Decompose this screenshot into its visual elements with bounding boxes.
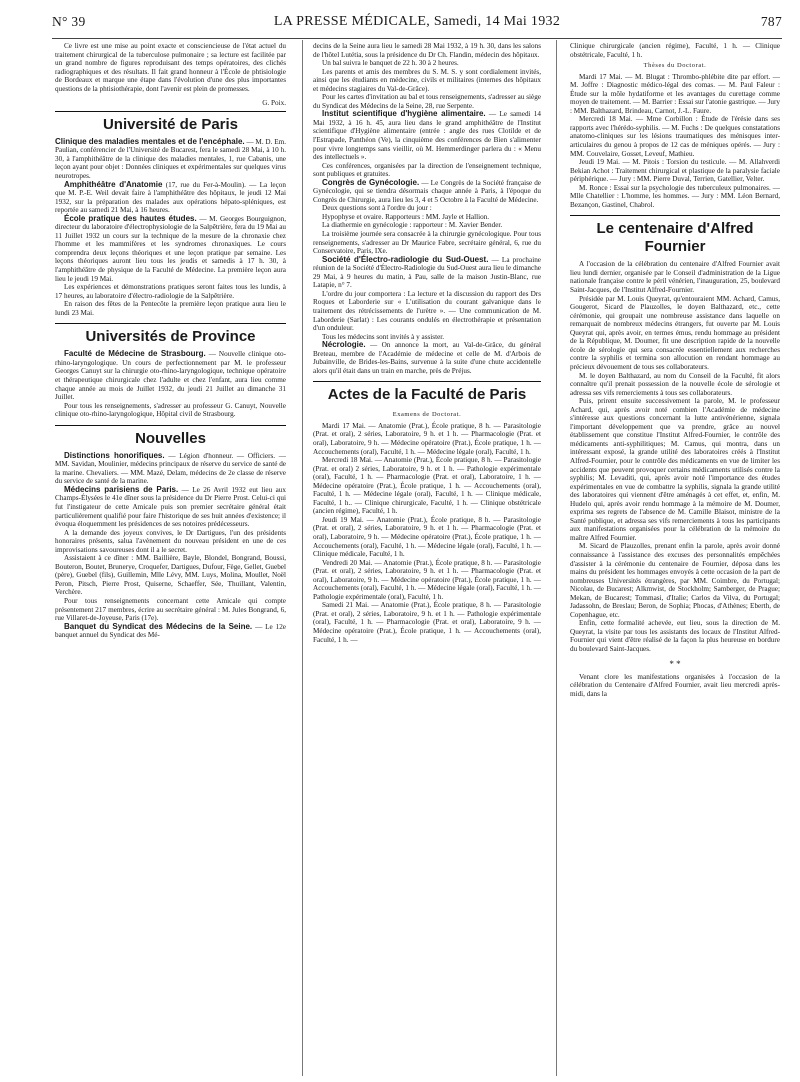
journal-title: LA PRESSE MÉDICALE, Samedi, 14 Mai 1932 bbox=[273, 14, 561, 29]
notice-title: Congrès de Gynécologie. bbox=[322, 177, 420, 187]
notice-text: Assistaient à ce dîner : MM. Baillière, Bayle, Blondel, Bongrand, Boussi, Bouteron, Boutet, Brunerye, Croquefer, Dartigues, Dufour, Fège, Gellet, Guebel (père), Guebel (fils), Guillemin, Mlle Lévy, MM. Luys, Molina, Moullet, Noël Peron, Pitsch, Pierre Prost, Quiserne, Schaeffer, Sée, Thuillant, Valentin, Verchère. bbox=[55, 554, 286, 597]
notice-text: Les parents et amis des membres du S. M. S. y sont cordialement invités, ainsi que les étudiants en médecine, civils et militaires (internes des hôpitaux et médecins stagiaires du Val-de-Grâce). bbox=[313, 67, 541, 93]
notice-text: L'ordre du jour comportera : La lecture et la discussion du rapport des Drs Roques et Laborderie sur « L'utilisation du courant galvanique dans le traitement des rétrécissements de l'urètre ». — Une communication de M. Laborderie (Sarlat) : Les courants ondulés en électrothérapie et présentation d'un onduleur. bbox=[313, 289, 541, 333]
section-heading-province: Universités de Province bbox=[85, 328, 256, 346]
notice: École pratique des hautes études. — M. Georges Bourguignon, directeur du laboratoire d'électrophysiologie de la Salpêtrière, fera du 19 Mai au 11 Juillet 1932 un cours sur la technique de la mesure de la chronaxie chez l'homme et les mammifères et les syndromes chronaxiques. Le cours comprendra deux leçons théoriques et une leçon pratique par semaine. Les leçons théoriques auront lieu tous les jeudis et samedis à 17 h. 30, à l'amphithéâtre de physique de la Faculté de Médecine. La première leçon aura lieu le jeudi 19 Mai. bbox=[55, 213, 286, 283]
article-text: Venant clore les manifestations organisées à l'occasion de la célébration du Centenaire d'Alfred Fournier, avait lieu mercredi après-midi, dans la bbox=[570, 672, 780, 698]
notice-text: Deux questions sont à l'ordre du jour : bbox=[322, 204, 432, 213]
thesis-day: Mercredi 18 Mai. — Mme Corbillon : Étude de l'érésie dans ses rapports avec l'hérédo-syphilis. — M. Fuchs : De quelques constatations anatomo-cliniques sur les lésions traumatiques des ménisques inter-articulaires du genou à propos de 12 cas de méniques opérés. — Jury : MM. Couvelaire, Gosset, Leveuf, Mathieu. bbox=[570, 115, 780, 158]
notice-title: Nécrologie. bbox=[322, 340, 366, 350]
section-ornament: * * bbox=[669, 658, 681, 669]
notice-title: Distinctions honorifiques. bbox=[64, 450, 165, 460]
exam-day: Mardi 17 Mai. — Anatomie (Prat.), École pratique, 8 h. — Parasitologie (Prat. et oral), 2 séries, Laboratoire, 9 h. et 1 h. — Pharmacologie (Prat. et oral), Laboratoire, 9 h. — Médecine opératoire (Prat.), École pratique, 1 h. — Accouchements (oral), Faculté, 1 h. — Médecine légale (oral), Faculté, 1 h. bbox=[313, 421, 541, 456]
exam-day: Mercredi 18 Mai. — Anatomie (Prat.), École pratique, 8 h. — Parasitologie (Prat. et oral) 2 séries, Laboratoire, 9 h. et 1 h. — Pathologie expérimentale (oral), Faculté, 1 h. — Pharmacologie (Prat. et oral), Laboratoire, 1 h. — Médecine opératoire (Prat.), École pratique, 1 h. — Accouchements (oral), Faculté, 1 h. — Médecine légale (oral), Faculté, 1 h. — Clinique médicale, Faculté, 1 h.. — Clinique chirurgicale, Faculté, 1 h. — Clinique obstétricale (ancien régime), Faculté, 1 h. bbox=[313, 456, 541, 516]
notice: Institut scientifique d'hygiène alimentaire. — Le samedi 14 Mai 1932, à 16 h. 45, aura lieu dans le grand amphithéâtre de l'Institut scientifique d'Hygiène alimentaire (entrée : angle des rues Clotilde et de l'Estrapade, Panthéon (Ve), la cinquième des conférences de Bien s'alimenter pour vivre longtemps sans vieillir, où M. Hemmerdinger parlera du : « Menu des intellectuels ». bbox=[313, 109, 541, 162]
notice-text: Hypophyse et ovaire. Rapporteurs : MM. Jayle et Hallion. bbox=[322, 212, 490, 221]
exam-day: Samedi 21 Mai. — Anatomie (Prat.), École pratique, 8 h. — Parasitologie (Prat. et oral), 2 séries, Laboratoire, 9 h. et 1 h. — Pathologie expérimentale (oral), Faculté, 1 h. — Pharmacologie (Prat. et oral), Laboratoire, 9 h. — Médecine opératoire (Prat.), École pratique, 1 h. — Accouchements (oral), Faculté, 1 h. — bbox=[313, 601, 541, 644]
running-header bbox=[52, 14, 782, 36]
notice-text: Un bal suivra le banquet de 22 h. 30 à 2 heures. bbox=[322, 59, 459, 68]
exam-day: Vendredi 20 Mai. — Anatomie (Prat.), École pratique, 8 h. — Parasitologie (Prat. et oral), 2 séries, Laboratoire, 9 h. et 1 h. — Pharmacologie (Prat. et oral), Laboratoire, 9 h. — Médecine opératoire (Prat.), École pratique, 1 h. — Accouchements (oral), Faculté, 1 h. — Médecine légale (oral), Faculté, 1 h. — Pathologie expérimentale (oral), Faculté, 1 h. bbox=[313, 558, 541, 601]
article-text: Enfin, cette formalité achevée, eut lieu, sous la direction de M. Queyrat, la visite par tous les assistants des locaux de l'Institut Alfred-Fournier qui vient d'être réalisé de la façon la plus heureuse en bordure du boulevard Saint-Jacques. bbox=[570, 619, 780, 653]
notice-text: Pour les cartes d'invitation au bal et tous renseignements, s'adresser au siège du Syndicat des Médecins de la Seine, 28, rue Serpente. bbox=[313, 93, 541, 110]
review-text: Ce livre est une mise au point exacte et consciencieuse de l'état actuel du traitement chirurgical de la tuberculose pulmonaire ; sa lecture est facilitée par un grand nombre de figures reproduisant des temps opératoires, des clichés radiographiques et des résultats. Il fait grand honneur à l'École de phtisiologie de Bordeaux et marque une étape dans l'évolution d'une des plus importantes questions de la phtisiothérapie, dont l'avenir est plein de promesses. bbox=[55, 42, 286, 93]
article-text: A l'occasion de la célébration du centenaire d'Alfred Fournier avait lieu lundi dernier, organisée par le Conseil d'administration de la Ligue nationale française contre le péril vénérien, l'inauguration, 25, boulevard Saint-Jacques, de l'Institut Alfred-Fournier. bbox=[570, 260, 780, 295]
thesis-day: Jeudi 19 Mai. — M. Pitois : Torsion du testicule. — M. Allahverdi Bekian Achot : Traitement chirurgical et plastique de la paralysie faciale périphérique. — Jury : MM. Pierre Duval, Terrien, Gatellier, Velter. bbox=[570, 158, 780, 184]
column-divider bbox=[302, 40, 303, 1076]
issue-number: N° 39 bbox=[52, 14, 86, 29]
column-middle bbox=[313, 42, 541, 1076]
notice-text: Ces conférences, organisées par la direction de l'enseignement technique, sont publiques et gratuites. bbox=[313, 161, 541, 179]
notice: Médecins parisiens de Paris. — Le 26 Avril 1932 eut lieu aux Champs-Élysées le 41e dîner sous la présidence du Dr Pierre Prost. Celui-ci qui fut l'instigateur de cette Amicale puis son premier secrétaire général était particulièrement qualifié pour faire l'historique de ses huit années d'existence; il évoqua éloquemment les présidences de ses notoires prédécesseurs. bbox=[55, 484, 286, 529]
notice-title: Institut scientifique d'hygiène alimentaire. bbox=[322, 109, 486, 119]
section-heading-nouvelles: Nouvelles bbox=[135, 429, 206, 447]
notice-text: Les expériences et démonstrations pratiques seront faites tous les lundis, à 17 heures, au laboratoire d'électro-radiologie de la Salpêtrière. bbox=[55, 283, 286, 300]
section-heading-fournier: Le centenaire d'Alfred Fournier bbox=[596, 220, 754, 256]
notice-text: A la demande des joyeux convives, le Dr Dartigues, l'un des présidents honoraires présents, salua l'avènement du nouveau président en une de ces improvisations savoureuses dont il a le secret. bbox=[55, 528, 286, 554]
article-text: Puis, prirent ensuite successivement la parole, M. le professeur Achard, qui, après avoir noté combien l'Académie de médecine s'intéresse aux questions concernant la lutte antivénérienne, signala l'important développement que va prendre, grâce au nouvel établissement que constitue l'Institut Alfred-Fournier, le contrôle des médicaments anti-syphilitiques; M. Camus, qui montra, dans un intéressant exposé, la grande utilité des laboratoires créés à l'Institut Alfred-Fournier, pour le contrôle des médicaments en vue de limiter les accidents que peuvent provoquer certains médicaments utilisés contre la syphilis; M. Levaditi, qui, après avoir noté l'importance des études expérimentales en vue de combattre la syphilis, signala la grande utilité des laboratoires qui viennent d'être aménagés à cet effet, et, enfin, M. Hudelo qui, après avoir rendu hommage à la mémoire de M. Doumer, exprima ses regrets de l'absence de M. Camille Blaisot, ministre de la Santé publique, et adressa ses vifs remerciements à tous les participants aux manifestations organisées pour la célébration de la mémoire du maître Alfred Fournier. bbox=[570, 397, 780, 542]
notice: Faculté de Médecine de Strasbourg. — Nouvelle clinique oto-rhino-laryngologique. Un cours de perfectionnement par M. le professeur Georges Canuyt sur la chirurgie oto-rhino-laryngologique, technique opératoire et thérapeutique chirurgicale chez l'adulte et chez l'enfant, aura lieu comme chaque année au mois de Juillet 1932, du jeudi 21 Juillet au dimanche 31 Juillet. bbox=[55, 349, 286, 402]
notice-text: Pour tous renseignements concernant cette Amicale qui compte présentement 217 membres, écrire au secrétaire général : M. Jules Bongrand, 6, rue Villaret-de-Joyeuse, Paris (17e). bbox=[55, 596, 286, 623]
notice: Congrès de Gynécologie. — Le Congrès de la Société française de Gynécologie, qui se tiendra désormais chaque année à Paris, à l'époque du Congrès de Chirurgie, aura lieu les 3, 4 et 5 Octobre à la Faculté de Médecine. bbox=[313, 177, 541, 204]
section-heading-actes: Actes de la Faculté de Paris bbox=[327, 386, 527, 404]
notice: Clinique des maladies mentales et de l'encéphale. — M. D. Em. Paulian, conférencier de l'Université de Bucarest, fera le samedi 28 Mai, à 10 h. 30, à l'amphithéâtre de la clinique des maladies mentales, 1, rue Cabanis, une leçon ayant pour objet : Données cliniques et expérimentales sur quelques virus neurotropes. bbox=[55, 136, 286, 181]
subheading: Thèses du Doctorat. bbox=[643, 62, 707, 70]
notice-title: Société d'Électro-radiologie du Sud-Ouest. bbox=[322, 254, 489, 264]
article-text: Présidée par M. Louis Queyrat, qu'entouraient MM. Achard, Camus, Gougerot, Sicard de Plauzolles, le doyen Balthazard, etc., cette cérémonie, qui groupait une nombreuse assistance dans laquelle on remarquait de nombreux médecins étrangers, fut ouverte par M. Louis Queyrat qui, après avoir, en termes émus, rendu hommage au président de la République, M. Doumer, fit une description rapide de la nouvelle école de sérologie qui sera consacrée essentiellement aux recherches contre la syphilis et termina son allocution en rendant hommage au précieux dévouement de tous ses collaborateurs. bbox=[570, 294, 780, 371]
notice-title: Clinique des maladies mentales et de l'encéphale. bbox=[55, 136, 245, 146]
column-right bbox=[570, 42, 780, 1076]
notice-text: La troisième journée sera consacrée à la chirurgie gynécologique. Pour tous renseignements, s'adresser au Dr Maurice Fabre, secrétaire général, 6, rue du Conservatoire, Paris, IXe. bbox=[313, 230, 541, 256]
column-divider bbox=[556, 40, 557, 1076]
notice-title: Banquet du Syndicat des Médecins de la Seine. bbox=[64, 621, 253, 631]
notice: Société d'Électro-radiologie du Sud-Ouest. — La prochaine réunion de la Société d'Électro-Radiologie du Sud-Ouest aura lieu le dimanche 29 Mai, à 9 heures du matin, à Pau, salle de la maison Justin-Blanc, rue Latapie, n° 7. bbox=[313, 254, 541, 290]
thesis-day: Mardi 17 Mai. — M. Blugat : Thrombo-phlébite dite par effort. — M. Joffre : Diagnostic médico-légal des comas. — M. Paul Faleur : Étude sur la môle hydatiforme et les avantages du curettage comme moyen de traitement. — M. Barrier : Essai sur l'atonie gastrique. — Jury : MM. Balthazard, Brindeau, Carnot, J.-L. Faure. bbox=[570, 72, 780, 115]
exam-day: Jeudi 19 Mai. — Anatomie (Prat.), École pratique, 8 h. — Parasitologie (Prat. et oral), 2 séries, Laboratoire, 9 h. et 1 h. — Pharmacologie (Prat. et oral), Laboratoire, 9 h. — Médecine opératoire (Prat.), École pratique, 1 h. — Accouchements (oral), Faculté, 1 h. — Médecine légale (oral), Faculté, 1 h. — Clinique médicale, Faculté, 1 h. bbox=[313, 515, 541, 559]
notice-title: École pratique des hautes études. bbox=[64, 213, 197, 223]
exam-day: Clinique chirurgicale (ancien régime), Faculté, 1 h. — Clinique obstétricale, Faculté, 1 h. bbox=[570, 42, 780, 59]
header-rule bbox=[52, 38, 782, 39]
notice-text: Pour tous les renseignements, s'adresser au professeur G. Canuyt, Nouvelle clinique oto-rhino-laryngologique, Hôpital civil de Strasbourg. bbox=[55, 401, 286, 419]
article-text: M. le doyen Balthazard, au nom du Conseil de la Faculté, fit alors connaître qu'il prenait possession de la nouvelle école de sérologie et adressa ses vifs remerciements à tous ses collaborateurs. bbox=[570, 371, 780, 397]
notice-title: Médecins parisiens de Paris. bbox=[64, 484, 179, 494]
notice-title: Faculté de Médecine de Strasbourg. bbox=[64, 349, 206, 359]
notice-title: Amphithéâtre d'Anatomie bbox=[64, 179, 163, 189]
subheading: Examens de Doctorat. bbox=[392, 411, 462, 419]
section-heading-paris: Université de Paris bbox=[102, 115, 239, 133]
notice: Amphithéâtre d'Anatomie (17, rue du Fer-à-Moulin). — La leçon que M. P.-E. Weil devait faire à l'amphithéâtre des hôpitaux, le jeudi 12 Mai 1932, sur la préparation des malades aux opérations hépato-spléniques, est reportée au samedi 21 Mai, à 16 heures. bbox=[55, 179, 286, 215]
notice: Nécrologie. — On annonce la mort, au Val-de-Grâce, du général Breteau, membre de l'Académie de médecine et celle de M. d'Arbois de Jubainville, de Brides-les-Bains, survenue à la suite d'une chute accidentelle alors qu'il était dans un train en marche, près de Préjus. bbox=[313, 340, 541, 375]
notice-text: En raison des fêtes de la Pentecôte la première leçon pratique aura lieu le lundi 23 Mai. bbox=[55, 300, 286, 317]
notice: Distinctions honorifiques. — Légion d'honneur. — Officiers. — MM. Savidan, Moulinier, médecins principaux de réserve du service de santé de la marine. Chevaliers. — MM. Mazé, Delam, médecins de 2e classe de réserve du service de santé de la marine. bbox=[55, 450, 286, 486]
page-number: 787 bbox=[760, 14, 782, 29]
column-left bbox=[55, 42, 286, 1076]
thesis-day: M. Ronce : Essai sur la psychologie des tuberculeux pulmonaires. — Mlle Chatellier : L'homme, les hommes. — Jury : MM. Léon Bernard, Bezançon, Gastinel, Chabrol. bbox=[570, 183, 780, 209]
notice-text: decins de la Seine aura lieu le samedi 28 Mai 1932, à 19 h. 30, dans les salons de l'hôtel Lutétia, sous la présidence du Dr Ch. Flandin, médecin des hôpitaux. bbox=[313, 42, 541, 59]
article-text: M. Sicard de Plauzolles, prenant enfin la parole, après avoir donné connaissance à l'assistance des excuses des personnalités empêchées d'assister à la cérémonie du centenaire de Fournier, déposa dans les mains du président les hommages envoyés à cette occasion de la part de nombreuses Universités étrangères, par MM. Coimbre, du Portugal; Nicolau, de Bucarest; Alkmwist, de Stockholm; Samberger, de Prague; Mekan, de Bucarest; Tommasi, d'Italie; Carlos da Vilva, du Portugal; Jadassohn, de Breslau; Beron, de Sophia; Phocas, d'Athènes; Eberth, de Copenhague, etc. bbox=[570, 542, 780, 619]
notice-text: Tous les médecins sont invités à y assister. bbox=[322, 332, 445, 341]
notice-text: La diathermie en gynécologie : rapporteur : M. Xavier Bender. bbox=[322, 221, 503, 230]
notice: Banquet du Syndicat des Médecins de la Seine. — Le 12e banquet annuel du Syndicat des Mé- bbox=[55, 621, 286, 640]
signature: G. Poix. bbox=[262, 99, 286, 108]
